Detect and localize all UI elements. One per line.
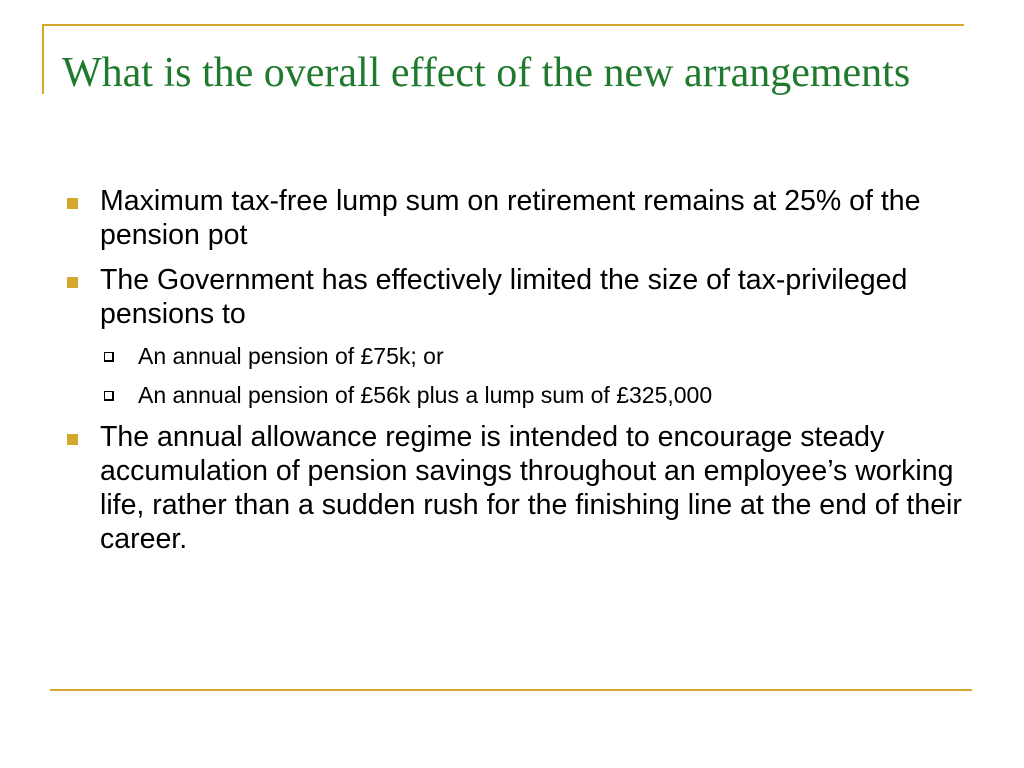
- bullet-item: [62, 263, 962, 331]
- bullet-item: [62, 420, 962, 556]
- slide-title: What is the overall effect of the new arrangements: [62, 50, 911, 96]
- bullet-item: [62, 184, 962, 252]
- sub-bullet-item: [62, 342, 962, 370]
- hollow-square-bullet-icon: [104, 352, 114, 362]
- square-bullet-icon: [67, 434, 78, 445]
- sub-bullet-item: [62, 381, 962, 409]
- bullet-text: Maximum tax-free lump sum on retirement remains at 25% of the pension pot: [100, 185, 921, 251]
- frame-line-top: [42, 24, 964, 26]
- sub-bullet-text: An annual pension of £56k plus a lump sum of £325,000: [138, 382, 713, 408]
- frame-line-left: [42, 24, 44, 94]
- square-bullet-icon: [67, 198, 78, 209]
- square-bullet-icon: [67, 277, 78, 288]
- hollow-square-bullet-icon: [104, 391, 114, 401]
- bullet-text: The Government has effectively limited the size of tax-privileged pensions to: [100, 264, 908, 330]
- slide-body: [62, 184, 962, 567]
- bullet-text: The annual allowance regime is intended to encourage steady accumulation of pension savings throughout an employee’s working life, rather than a sudden rush for the finishing line at the end of their career.: [100, 421, 962, 555]
- sub-bullet-text: An annual pension of £75k; or: [138, 343, 444, 369]
- frame-line-bottom: [50, 689, 972, 691]
